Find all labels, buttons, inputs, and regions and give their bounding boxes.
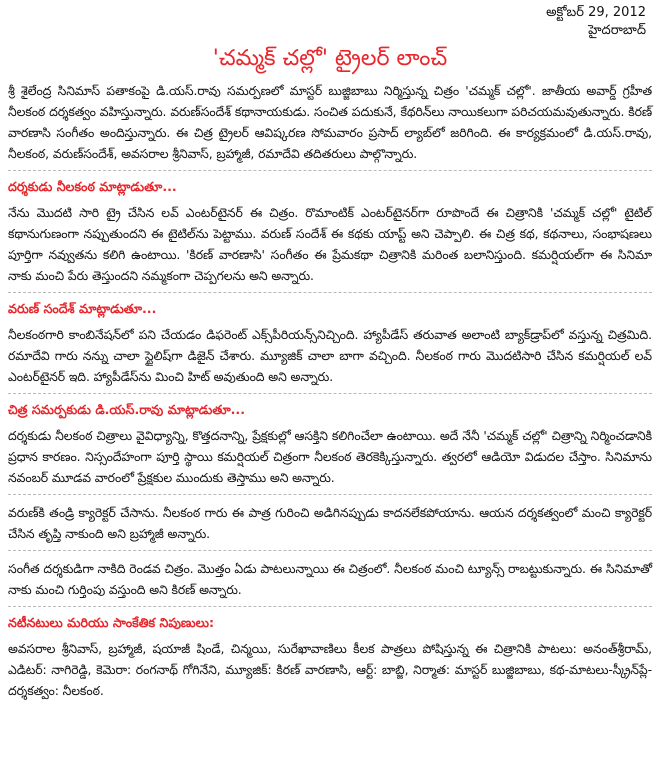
divider [8, 494, 652, 495]
date: అక్టోబర్ 29, 2012 [546, 5, 646, 20]
divider [8, 550, 652, 551]
section-paragraph: నేను మొదటి సారి ట్రై చేసిన లవ్ ఎంటర్‌టైనర్ ఈ చిత్రం. రొమాంటిక్ ఎంటర్‌టైనర్‌గా రూపొందే ఈ చిత్రానికి 'చమ్మక్ చల్లో' టైటిల్ కథానుగుణంగా నప్పుతుందని ఈ టైటిల్‌ను పెట్టాము. వరుణ్ సందేశ్ ఈ కథకు యాప్ట్ అని చెప్పాలి. ఈ చిత్ర కథ, కథనాలు, సంభాషణలు పూర్తిగా నవ్వుతను కలిగి ఉంటాయి. 'కిరణ్ వారణాసి' సంగీతం ఈ ప్రేమకథా చిత్రానికి మరింత బలానిస్తుంది. కమర్షియల్‌గా ఈ సినిమా నాకు మంచి పేరు తెస్తుందని నమ్మకంగా చెప్పగలను అని అన్నారు. [8, 205, 652, 283]
article-title: 'చమ్మక్ చల్లో' ట్రైలర్ లాంచ్ [212, 46, 448, 71]
divider [8, 393, 652, 394]
section-heading: నటీనటులు మరియు సాంకేతిక నిపుణులు: [8, 615, 214, 630]
section-heading: చిత్ర సమర్పకుడు డి.యస్.రావు మాట్లాడుతూ... [8, 402, 245, 417]
intro-paragraph: శ్రీ శైలేంద్ర సినిమాస్ పతాకంపై డి.యస్.రావు సమర్పణలో మాస్టర్ బుజ్జిబాబు నిర్మిస్తున్న చిత్రం 'చమ్మక్ చల్లో'. జాతీయ అవార్డ్ గ్రహీత నీలకంఠ దర్శకత్వం వహిస్తున్నారు. వరుణ్‌సందేశ్ కథానాయకుడు. సంచిత పదుకునే, కేథరిన్‌లు నాయికలుగా పరిచయమవుతున్నారు. కిరణ్ వారణాసి సంగీతం అందిస్తున్నారు. ఈ చిత్ర ట్రైలర్ ఆవిష్కరణ సోమవారం ప్రసాద్ ల్యాబ్‌లో జరిగింది. ఈ కార్యక్రమంలో డి.యస్.రావు, నీలకంఠ, వరుణ్‌సందేశ్, అవసరాల శ్రీనివాస్, బ్రహ్మాజీ, రమాదేవి తదితరులు పాల్గొన్నారు. [8, 83, 652, 161]
credits-paragraph: అవసరాల శ్రీనివాస్, బ్రహ్మాజీ, షయాజీ షిండే, చిన్మయి, సురేఖావాణిలు కీలక పాత్రలు పోషిస్తున్న ఈ చిత్రానికి పాటలు: అనంత్‌శ్రీరామ్, ఎడిటర్: నాగిరెడ్డి, కెమెరా: రంగనాథ్ గోగినేని, మ్యూజిక్: కిరణ్ వారణాసి, ఆర్ట్: బాబ్జి, నిర్మాత: మాస్టర్ బుజ్జిబాబు, కథ-మాటలు-స్క్రీన్‌ప్లే-దర్శకత్వం: నీలకంఠ. [8, 641, 652, 698]
divider [8, 170, 652, 171]
section-heading: దర్శకుడు నీలకంఠ మాట్లాడుతూ... [8, 179, 177, 194]
section-paragraph: నీలకంఠగారి కాంబినేషన్‌లో పని చేయడం డిఫరెంట్ ఎక్స్‌పీరియన్స్‌నిచ్చింది. హ్యాపీడేస్ తరువాత అలాంటి బ్యాక్‌డ్రాప్‌లో వస్తున్న చిత్రమిది. రమాదేవి గారు నన్ను చాలా స్టైలిష్‌గా డిజైన్ చేశారు. మ్యూజిక్ చాలా బాగా వచ్చింది. నీలకంఠ గారు మొదటిసారి చేసిన కమర్షియల్ లవ్ ఎంటర్‌టైనర్ ఇది. హ్యాపీడేస్‌ను మించి హిట్ అవుతుంది అని అన్నారు. [8, 327, 652, 384]
place: హైదరాబాద్ [588, 23, 646, 38]
divider [8, 606, 652, 607]
section-paragraph: సంగీత దర్శకుడిగా నాకిది రెండవ చిత్రం. మొత్తం ఏడు పాటలున్నాయి ఈ చిత్రంలో. నీలకంఠ మంచి ట్యూన్స్ రాబట్టుకున్నారు. ఈ సినిమాతో నాకు మంచి గుర్తింపు వస్తుంది అని కిరణ్ అన్నారు. [8, 561, 652, 597]
section-paragraph: వరుణ్‌కి తండ్రి క్యారెక్టర్ చేసాను. నీలకంఠ గారు ఈ పాత్ర గురించి అడిగినప్పుడు కాదనలేకపోయాను. ఆయన దర్శకత్వంలో మంచి క్యారెక్టర్ చేసిన తృప్తి నాకుంది అని బ్రహ్మాజీ అన్నారు. [8, 505, 652, 541]
section-heading: వరుణ్ సందేశ్ మాట్లాడుతూ... [8, 301, 157, 316]
section-paragraph: దర్శకుడు నీలకంఠ చిత్రాలు వైవిధ్యాన్ని, కొత్తదనాన్ని, ప్రేక్షకుల్లో ఆసక్తిని కలిగించేలా ఉంటాయి. అదే నేనీ 'చమ్మక్ చల్లో' చిత్రాన్ని నిర్మించడానికి ప్రధాన కారణం. నిస్సందేహంగా పూర్తి స్థాయి కమర్షియల్ చిత్రంగా నీలకంఠ తెరకెక్కిస్తున్నారు. త్వరలో ఆడియో విడుదల చేస్తాం. సినిమాను నవంబర్ మూడవ వారంలో ప్రేక్షకుల ముందుకు తెస్తాము అని అన్నారు. [8, 428, 652, 485]
divider [8, 292, 652, 293]
